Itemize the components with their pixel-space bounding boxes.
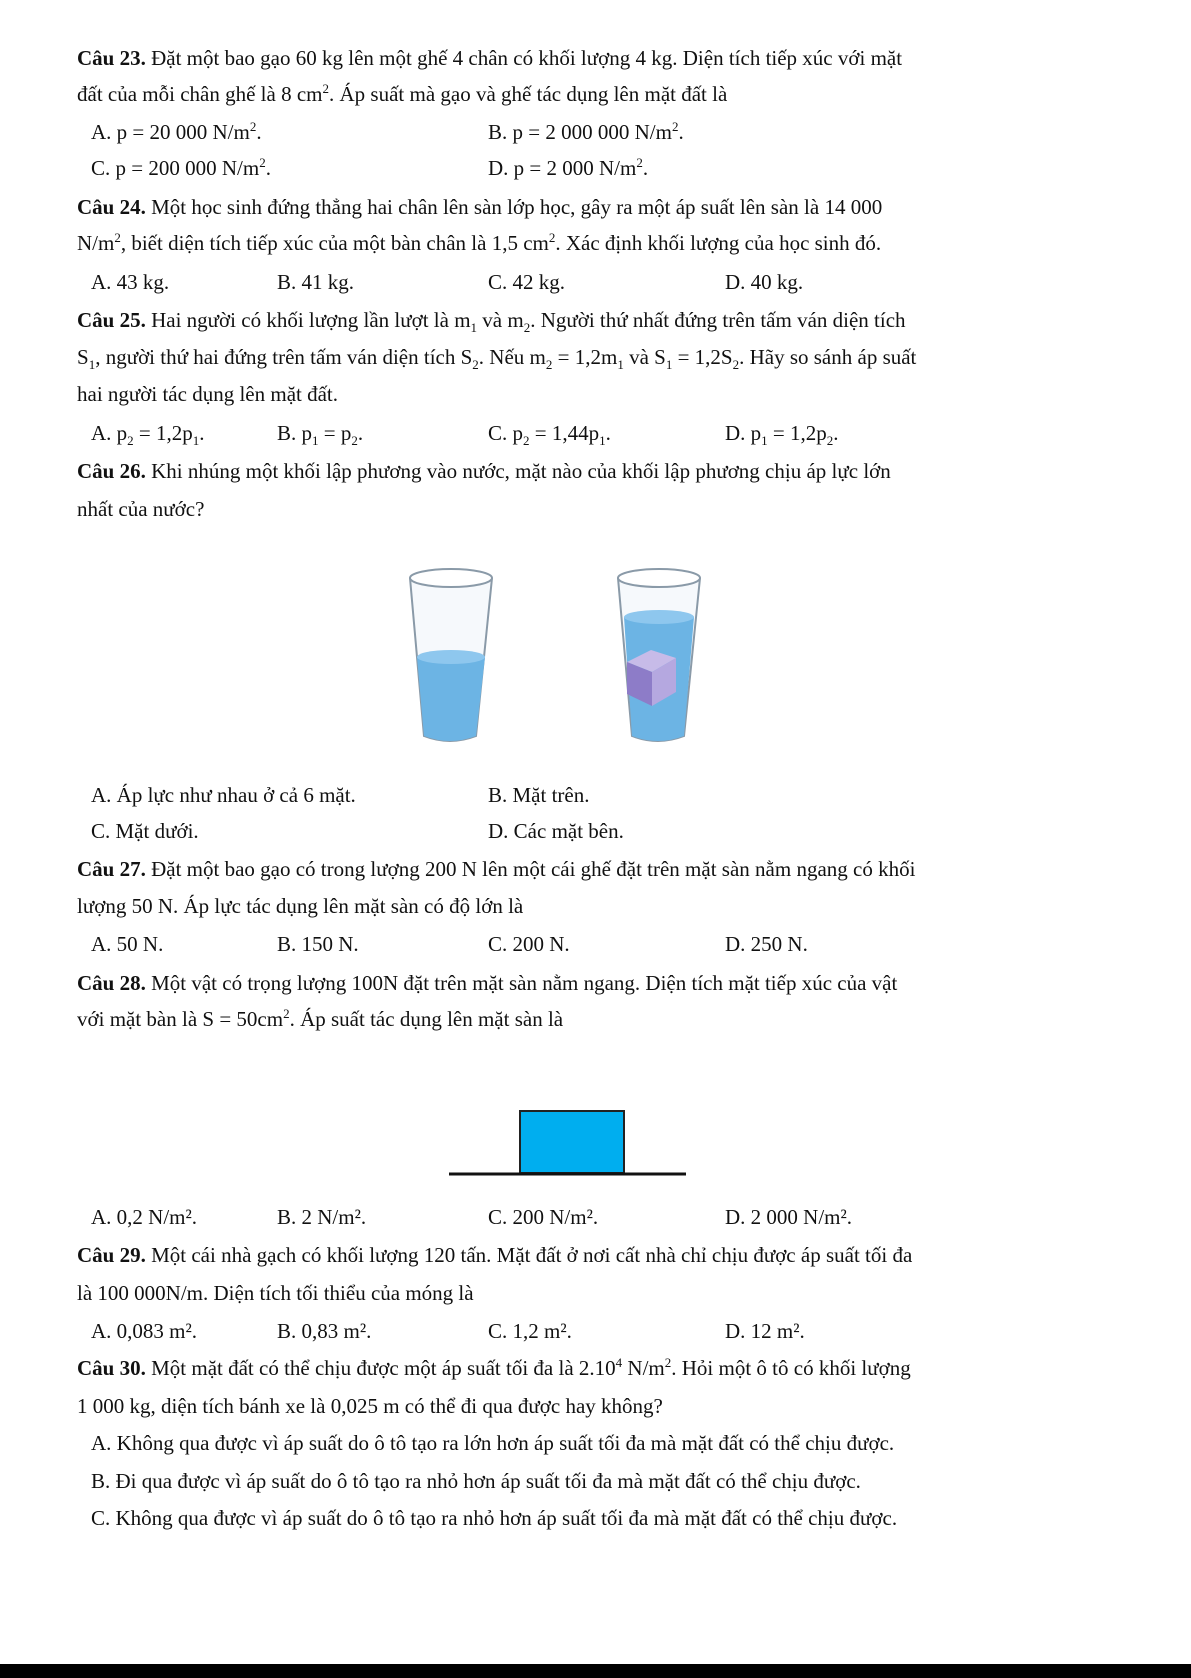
q26-option-d[interactable]: D. Các mặt bên. [488, 819, 624, 843]
glasses-illustration [390, 560, 750, 750]
q27-line-2: lượng 50 N. Áp lực tác dụng lên mặt sàn có độ lớn là [77, 894, 524, 918]
q27-number: Câu 27. [77, 857, 146, 881]
q26-option-a[interactable]: A. Áp lực như nhau ở cả 6 mặt. [91, 783, 356, 807]
block [520, 1111, 624, 1173]
q26-option-b[interactable]: B. Mặt trên. [488, 783, 590, 807]
q24-option-d[interactable]: D. 40 kg. [725, 270, 804, 294]
q29-number: Câu 29. [77, 1243, 146, 1267]
q24-number: Câu 24. [77, 195, 146, 219]
q23-option-a[interactable]: A. p = 20 000 $N/m^2$. [91, 119, 262, 144]
q24-line-2: $N/m^2$, biết diện tích tiếp xúc của một bàn chân là 1,5 $cm^2$. Xác định khối lượng của học sinh đó. [77, 230, 882, 255]
q28-line-2: với mặt bàn là $S = 50cm^2$. Áp suất tác dụng lên mặt sàn là [77, 1006, 564, 1031]
q25-line-1: Câu 25. Hai người có khối lượng lần lượt là $m_1$ và $m_2$. Người thứ nhất đứng trên tấm ván diện tích [77, 308, 906, 336]
q25-option-c[interactable]: C. $p_2 = 1,44p_1$. [488, 421, 611, 449]
q25-option-d[interactable]: D. $p_1 = 1,2p_2$. [725, 421, 839, 449]
q28-option-d[interactable]: D. 2 000 N/m². [725, 1205, 853, 1229]
q24-option-a[interactable]: A. 43 kg. [91, 270, 170, 294]
q26-line-2: nhất của nước? [77, 497, 205, 521]
q28-number: Câu 28. [77, 971, 146, 995]
q24-option-c[interactable]: C. 42 kg. [488, 270, 566, 294]
q28-option-a[interactable]: A. 0,2 N/m². [91, 1205, 198, 1229]
q23-option-c[interactable]: C. p = 200 000 $N/m^2$. [91, 155, 271, 180]
q27-option-a[interactable]: A. 50 N. [91, 932, 164, 956]
q27-option-c[interactable]: C. 200 N. [488, 932, 570, 956]
q23-line-2: đất của mỗi chân ghế là 8 $cm^2$. Áp suất mà gạo và ghế tác dụng lên mặt đất là [77, 81, 728, 106]
q30-option-b[interactable]: B. Đi qua được vì áp suất do ô tô tạo ra nhỏ hơn áp suất tối đa mà mặt đất có thể chịu được. [91, 1469, 861, 1493]
q30-number: Câu 30. [77, 1356, 146, 1380]
q29-option-b[interactable]: B. 0,83 m². [277, 1319, 372, 1343]
q26-number: Câu 26. [77, 459, 146, 483]
q26-line-1: Câu 26. Khi nhúng một khối lập phương vào nước, mặt nào của khối lập phương chịu áp lực lớn [77, 459, 891, 483]
q30-option-a[interactable]: A. Không qua được vì áp suất do ô tô tạo ra lớn hơn áp suất tối đa mà mặt đất có thể chịu được. [91, 1431, 895, 1455]
q23-option-b[interactable]: B. p = 2 000 000 $N/m^2$. [488, 119, 684, 144]
q29-line-1: Câu 29. Một cái nhà gạch có khối lượng 120 tấn. Mặt đất ở nơi cất nhà chỉ chịu được áp suất tối đa [77, 1243, 913, 1267]
block-on-floor-illustration [448, 1108, 688, 1178]
q25-number: Câu 25. [77, 308, 146, 332]
q29-option-d[interactable]: D. 12 m². [725, 1319, 805, 1343]
q29-option-c[interactable]: C. 1,2 m². [488, 1319, 572, 1343]
q24-option-b[interactable]: B. 41 kg. [277, 270, 355, 294]
page-bottom-border [0, 1664, 1191, 1678]
q30-line-2: 1 000 kg, diện tích bánh xe là 0,025 m có thể đi qua được hay không? [77, 1394, 663, 1418]
q30-option-c[interactable]: C. Không qua được vì áp suất do ô tô tạo ra nhỏ hơn áp suất tối đa mà mặt đất có thể chịu được. [91, 1506, 898, 1530]
q29-option-a[interactable]: A. 0,083 m². [91, 1319, 198, 1343]
q30-line-1: Câu 30. Một mặt đất có thể chịu được một áp suất tối đa là 2.10$^4$ $N/m^2$. Hỏi một ô tô có khối lượng [77, 1355, 911, 1380]
q28-option-c[interactable]: C. 200 N/m². [488, 1205, 599, 1229]
q25-option-a[interactable]: A. $p_2 = 1,2p_1$. [91, 421, 205, 449]
q25-line-2: $S_1$, người thứ hai đứng trên tấm ván diện tích $S_2$. Nếu $m_2 = 1,2m_1$ và $S_1 = 1,2S_2$. Hãy so sánh áp suất [77, 345, 917, 373]
glass-with-cube [618, 569, 700, 741]
q28-option-b[interactable]: B. 2 N/m². [277, 1205, 367, 1229]
empty-glass [410, 569, 492, 741]
water [417, 657, 485, 741]
q27-option-b[interactable]: B. 150 N. [277, 932, 359, 956]
q24-line-1: Câu 24. Một học sinh đứng thẳng hai chân lên sàn lớp học, gây ra một áp suất lên sàn là 14 000 [77, 195, 883, 219]
q23-line-1: Câu 23. Đặt một bao gạo 60 kg lên một ghế 4 chân có khối lượng 4 kg. Diện tích tiếp xúc với mặt [77, 46, 903, 70]
q27-option-d[interactable]: D. 250 N. [725, 932, 808, 956]
q25-line-3: hai người tác dụng lên mặt đất. [77, 382, 339, 406]
q29-line-2: là 100 000N/m. Diện tích tối thiểu của móng là [77, 1281, 474, 1305]
q26-option-c[interactable]: C. Mặt dưới. [91, 819, 199, 843]
q25-option-b[interactable]: B. $p_1 = p_2$. [277, 421, 364, 449]
q27-line-1: Câu 27. Đặt một bao gạo có trong lượng 200 N lên một cái ghế đặt trên mặt sàn nằm ngang có khối [77, 857, 916, 881]
q23-number: Câu 23. [77, 46, 146, 70]
q23-option-d[interactable]: D. p = 2 000 $N/m^2$. [488, 155, 649, 180]
q28-line-1: Câu 28. Một vật có trọng lượng 100N đặt trên mặt sàn nằm ngang. Diện tích mặt tiếp xúc của vật [77, 971, 898, 995]
